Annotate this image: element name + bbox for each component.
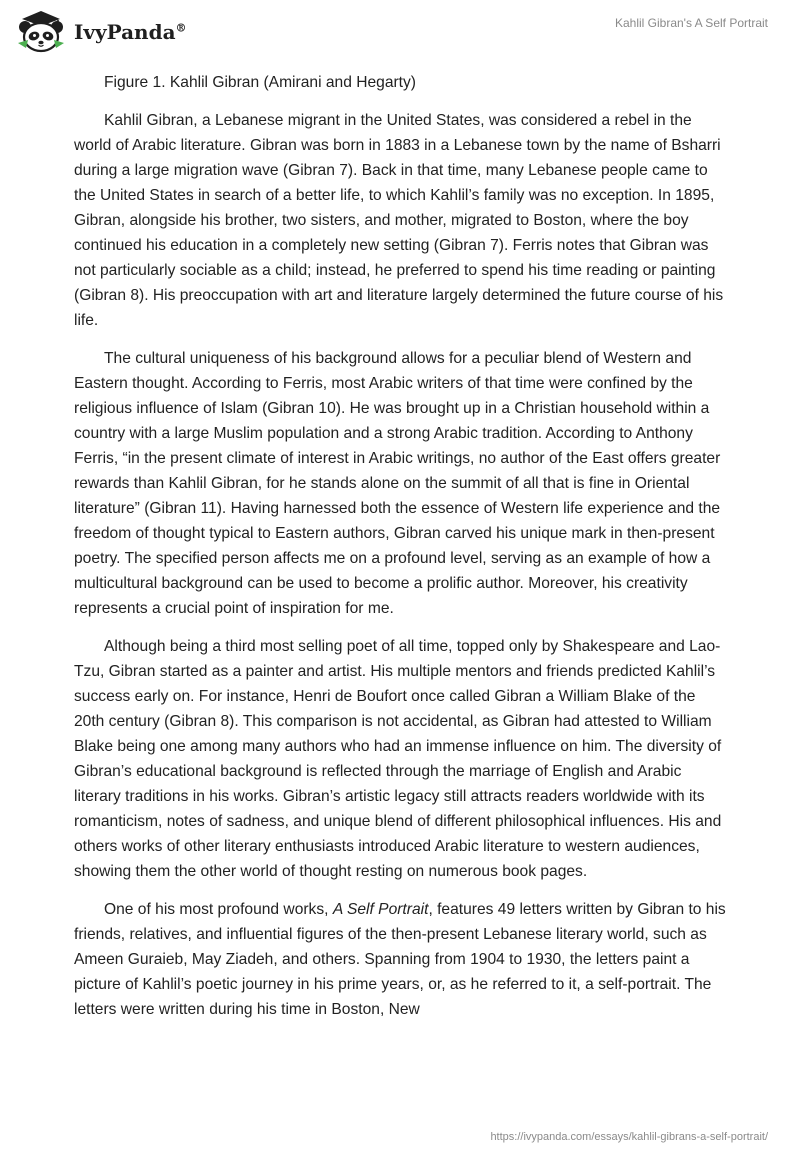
paragraph-1: Kahlil Gibran, a Lebanese migrant in the United States, was considered a rebel in the world of Arabic literature. Gibran was born in 1883 in a Lebanese town by the name of Bsharri during a large migration wave (Gibran 7). Back in that time, many Lebanese people came to the United States in search of a better life, to which Kahlil’s family was no exception. In 1895, Gibran, alongside his brother, two sisters, and mother, migrated to Boston, where the boy continued his education in a completely new setting (Gibran 7). Ferris notes that Gibran was not particularly sociable as a child; instead, he preferred to spend his time reading or painting (Gibran 8). His preoccupation with art and literature largely determined the future course of his life. [74,112,724,329]
figure-caption: Figure 1. Kahlil Gibran (Amirani and Hegarty) [104,74,417,91]
logo-text: IvyPanda® [74,20,187,44]
paragraph-4-start: One of his most profound works, [104,901,333,918]
essay-content [74,70,730,1035]
ivypanda-logo[interactable] [14,10,187,54]
panda-logo-icon [14,10,68,54]
paragraph-3: Although being a third most selling poet of all time, topped only by Shakespeare and Lao-Tzu, Gibran started as a painter and artist. His multiple mentors and friends predicted Kahlil’s success early on. For instance, Henri de Boufort once called Gibran a William Blake of the 20th century (Gibran 8). This comparison is not accidental, as Gibran had attested to William Blake being one among many authors who had an immense influence on him. The diversity of Gibran’s educational background is reflected through the marriage of English and Arabic literary traditions in his works. Gibran’s artistic legacy still attracts readers worldwide with its romanticism, notes of sadness, and unique blend of different philosophical influences. His and others works of other literary enthusiasts introduced Arabic literature to western audiences, showing them the other world of thought resting on numerous book pages. [74,638,722,880]
paragraph-4-rest: , features 49 letters written by Gibran to his friends, relatives, and influential figures of the then-present Lebanese literary world, such as Ameen Guraieb, May Ziadeh, and others. Spanning from 1904 to 1930, the letters paint a picture of Kahlil’s poetic journey in his prime years, or, as he referred to it, a self-portrait. The letters were written during his time in Boston, New [74,901,726,1018]
source-url[interactable]: https://ivypanda.com/essays/kahlil-gibrans-a-self-portrait/ [490,1131,768,1143]
paragraph-4 [74,897,730,1022]
book-title: A Self Portrait [332,901,429,918]
paragraph-2: The cultural uniqueness of his background allows for a peculiar blend of Western and Eastern thought. According to Ferris, most Arabic writers of that time were confined by the religious influence of Islam (Gibran 10). He was brought up in a Christian household within a country with a large Muslim population and a strong Arabic tradition. According to Anthony Ferris, “in the present climate of interest in Arabic writings, no author of the East offers greater rewards than Kahlil Gibran, for he stands alone on the summit of all that is fine in Oriental literature” (Gibran 11). Having harnessed both the essence of Western life experience and the freedom of thought typical to Eastern authors, Gibran carved his unique mark in then-present poetry. The specified person affects me on a profound level, serving as an example of how a multicultural background can be used to become a prolific author. Moreover, his creativity represents a crucial point of inspiration for me. [74,350,721,617]
document-title: Kahlil Gibran's A Self Portrait [614,16,768,30]
registered-mark: ® [175,21,187,35]
page-header [0,0,800,66]
